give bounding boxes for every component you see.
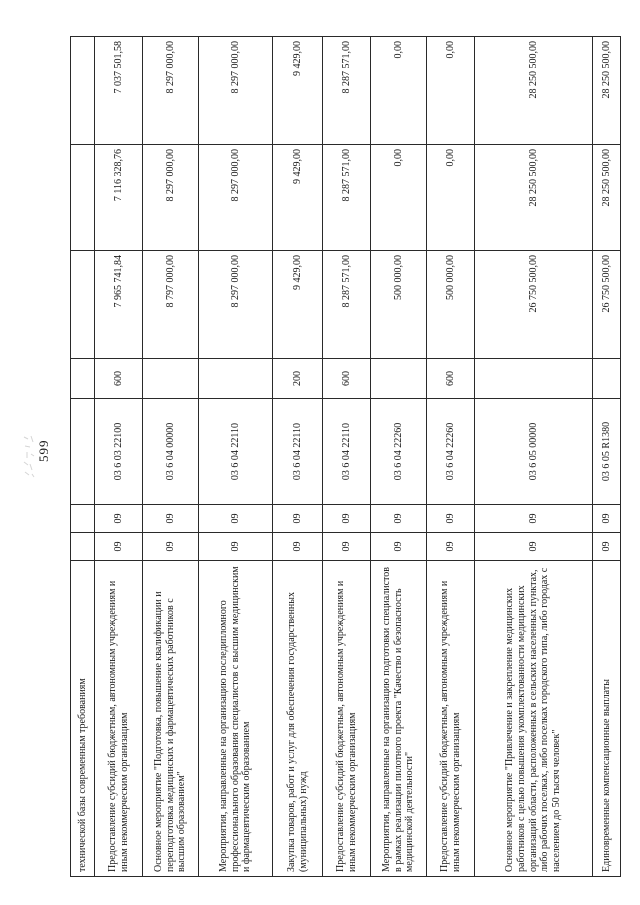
row-subsection: 09 xyxy=(323,505,371,533)
row-section: 09 xyxy=(199,533,273,561)
row-section: 09 xyxy=(273,533,323,561)
table-row xyxy=(371,37,427,877)
row-target-article: 03 6 05 00000 xyxy=(475,399,593,505)
scan-smudge xyxy=(22,434,36,478)
row-amount-3: 28 250 500,00 xyxy=(593,37,621,145)
row-subsection: 09 xyxy=(427,505,475,533)
row-name: Предоставление субсидий бюджетным, автономным учреждениям и иным некоммерческим организациям xyxy=(323,561,371,877)
row-expense-type: 200 xyxy=(273,359,323,399)
row-section xyxy=(71,533,95,561)
table-row xyxy=(427,37,475,877)
row-target-article: 03 6 04 22110 xyxy=(273,399,323,505)
row-expense-type xyxy=(593,359,621,399)
row-section: 09 xyxy=(143,533,199,561)
row-amount-1: 26 750 500,00 xyxy=(475,251,593,359)
row-amount-1: 8 297 000,00 xyxy=(199,251,273,359)
row-target-article: 03 6 04 22110 xyxy=(199,399,273,505)
row-section: 09 xyxy=(323,533,371,561)
row-section: 09 xyxy=(371,533,427,561)
row-subsection: 09 xyxy=(199,505,273,533)
row-expense-type xyxy=(199,359,273,399)
row-amount-3: 8 297 000,00 xyxy=(143,37,199,145)
row-amount-2: 28 250 500,00 xyxy=(475,145,593,251)
page-number: 599 xyxy=(36,439,51,462)
rotated-table-frame xyxy=(70,37,612,877)
row-target-article xyxy=(71,399,95,505)
table-row xyxy=(199,37,273,877)
row-amount-3 xyxy=(71,37,95,145)
row-target-article: 03 6 04 22260 xyxy=(371,399,427,505)
row-target-article: 03 6 04 22260 xyxy=(427,399,475,505)
row-amount-2: 9 429,00 xyxy=(273,145,323,251)
row-subsection: 09 xyxy=(593,505,621,533)
table-row xyxy=(71,37,95,877)
row-amount-2: 8 297 000,00 xyxy=(143,145,199,251)
row-subsection: 09 xyxy=(371,505,427,533)
row-amount-3: 8 287 571,00 xyxy=(323,37,371,145)
row-amount-2: 0,00 xyxy=(427,145,475,251)
row-expense-type xyxy=(143,359,199,399)
row-target-article: 03 6 04 22110 xyxy=(323,399,371,505)
table-row xyxy=(273,37,323,877)
row-amount-3: 9 429,00 xyxy=(273,37,323,145)
row-amount-3: 0,00 xyxy=(371,37,427,145)
row-amount-2: 28 250 500,00 xyxy=(593,145,621,251)
row-name: Единовременные компенсационные выплаты xyxy=(593,561,621,877)
table-row xyxy=(95,37,143,877)
row-amount-2: 0,00 xyxy=(371,145,427,251)
table-row xyxy=(143,37,199,877)
row-expense-type xyxy=(475,359,593,399)
row-amount-1 xyxy=(71,251,95,359)
row-amount-3: 7 037 501,58 xyxy=(95,37,143,145)
table-row xyxy=(475,37,593,877)
table-row xyxy=(323,37,371,877)
row-expense-type: 600 xyxy=(95,359,143,399)
row-expense-type: 600 xyxy=(427,359,475,399)
row-amount-2: 8 297 000,00 xyxy=(199,145,273,251)
row-subsection: 09 xyxy=(143,505,199,533)
row-expense-type: 600 xyxy=(323,359,371,399)
row-subsection: 09 xyxy=(95,505,143,533)
row-amount-1: 7 965 741,84 xyxy=(95,251,143,359)
row-amount-1: 26 750 500,00 xyxy=(593,251,621,359)
row-target-article: 03 6 05 R1380 xyxy=(593,399,621,505)
table-row xyxy=(593,37,621,877)
row-expense-type xyxy=(71,359,95,399)
row-name: Мероприятия, направленные на организацию последипломного профессионального образования специалистов с высшим медицинским и фармацевтическим образованием xyxy=(199,561,273,877)
row-name: Мероприятия, направленные на организацию подготовки специалистов в рамках реализации пилотного проекта "Качество и безопасность медицинской деятельности" xyxy=(371,561,427,877)
row-expense-type xyxy=(371,359,427,399)
row-name: Основное мероприятие "Подготовка, повышение квалификации и переподготовка медицинских и фармацевтических работников с высшим образованием" xyxy=(143,561,199,877)
row-name: Основное мероприятие "Привлечение и закрепление медицинских работников с целью повышения укомплектованности медицинских организаций области, расположенных в сельских населенных пунктах, либо рабочих поселках, либо поселках городского типа, либо городах с населением до 50 тысяч человек" xyxy=(475,561,593,877)
row-amount-1: 9 429,00 xyxy=(273,251,323,359)
row-amount-1: 8 287 571,00 xyxy=(323,251,371,359)
row-section: 09 xyxy=(95,533,143,561)
row-subsection: 09 xyxy=(475,505,593,533)
row-amount-3: 28 250 500,00 xyxy=(475,37,593,145)
row-amount-1: 500 000,00 xyxy=(371,251,427,359)
row-amount-2: 8 287 571,00 xyxy=(323,145,371,251)
row-amount-2 xyxy=(71,145,95,251)
row-amount-3: 8 297 000,00 xyxy=(199,37,273,145)
row-section: 09 xyxy=(475,533,593,561)
row-amount-2: 7 116 328,76 xyxy=(95,145,143,251)
row-name: Предоставление субсидий бюджетным, автономным учреждениям и иным некоммерческим организациям xyxy=(95,561,143,877)
row-name: Закупка товаров, работ и услуг для обеспечения государственных (муниципальных) нужд xyxy=(273,561,323,877)
row-target-article: 03 6 04 00000 xyxy=(143,399,199,505)
row-subsection: 09 xyxy=(273,505,323,533)
row-target-article: 03 6 03 22100 xyxy=(95,399,143,505)
row-amount-3: 0,00 xyxy=(427,37,475,145)
budget-table xyxy=(70,36,621,877)
row-amount-1: 8 797 000,00 xyxy=(143,251,199,359)
row-subsection xyxy=(71,505,95,533)
row-name: технической базы современным требованиям xyxy=(71,561,95,877)
row-section: 09 xyxy=(427,533,475,561)
row-section: 09 xyxy=(593,533,621,561)
row-amount-1: 500 000,00 xyxy=(427,251,475,359)
row-name: Предоставление субсидий бюджетным, автономным учреждениям и иным некоммерческим организациям xyxy=(427,561,475,877)
